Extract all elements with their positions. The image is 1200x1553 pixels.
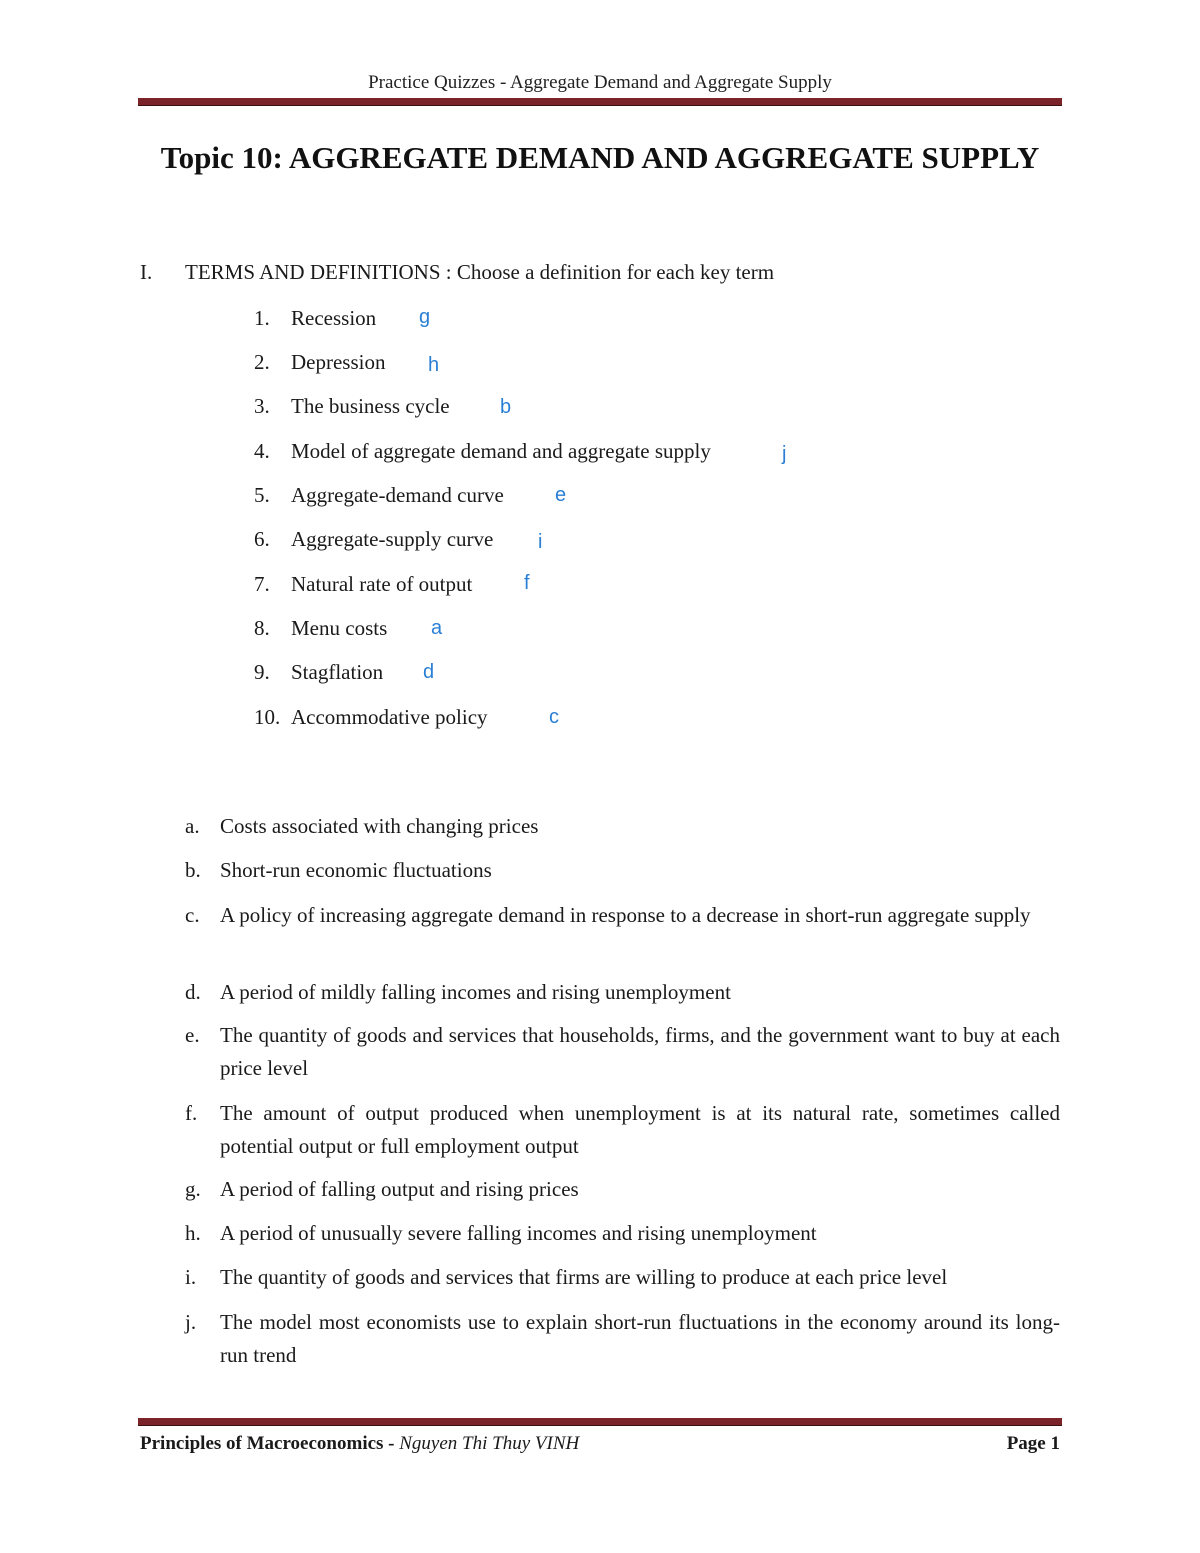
definition-item [185, 1097, 1060, 1163]
section-numeral: I. [140, 260, 153, 284]
term-label: Stagflation [291, 660, 384, 684]
definition-item [185, 1019, 1060, 1085]
answer-field[interactable]: i [538, 531, 543, 553]
definition-letter: a. [185, 814, 200, 838]
term-number: 8. [254, 616, 270, 640]
term-label: Natural rate of output [291, 572, 473, 596]
term-item [254, 660, 383, 685]
definition-item [185, 1306, 1060, 1372]
definition-text: The quantity of goods and services that firms are willing to produce at each price level [220, 1265, 948, 1289]
term-number: 1. [254, 306, 270, 330]
term-item [254, 572, 472, 597]
definition-letter: b. [185, 858, 201, 882]
term-number: 6. [254, 527, 270, 551]
definition-text: Short-run economic fluctuations [220, 858, 492, 882]
term-number: 2. [254, 350, 270, 374]
answer-field[interactable]: h [428, 354, 440, 376]
answer-field[interactable]: c [549, 706, 559, 728]
definition-letter: c. [185, 903, 200, 927]
answer-field[interactable]: j [782, 443, 787, 465]
definition-item [185, 1173, 1060, 1206]
definition-letter: g. [185, 1177, 201, 1201]
definition-item [185, 976, 1060, 1009]
definition-letter: f. [185, 1101, 198, 1125]
definition-text: A period of unusually severe falling incomes and rising unemployment [220, 1221, 817, 1245]
answer-field[interactable]: a [431, 617, 443, 639]
term-label: Aggregate-supply curve [291, 527, 494, 551]
definition-letter: j. [185, 1310, 197, 1334]
term-label: Recession [291, 306, 377, 330]
term-item [254, 616, 387, 641]
term-label: The business cycle [291, 394, 450, 418]
term-number: 10. [254, 705, 281, 729]
definition-item [185, 1217, 1060, 1250]
term-item [254, 705, 488, 730]
term-label: Aggregate-demand curve [291, 483, 504, 507]
footer-course [140, 1433, 579, 1455]
term-number: 4. [254, 439, 270, 463]
term-item [254, 527, 493, 552]
term-number: 5. [254, 483, 270, 507]
term-label: Menu costs [291, 616, 388, 640]
definition-item [185, 1261, 1060, 1294]
document-title: Topic 10: AGGREGATE DEMAND AND AGGREGATE SUPPLY [160, 140, 1040, 175]
definition-text: A policy of increasing aggregate demand in response to a decrease in short-run aggregate supply [220, 903, 1031, 927]
definition-text: Costs associated with changing prices [220, 814, 539, 838]
definition-text: The model most economists use to explain short-run fluctuations in the economy around its long-run trend [220, 1310, 1060, 1367]
term-label: Accommodative policy [291, 705, 488, 729]
term-label: Model of aggregate demand and aggregate supply [291, 439, 711, 463]
header-rule [138, 98, 1062, 106]
footer-rule [138, 1418, 1062, 1426]
definition-item [185, 810, 1060, 843]
answer-field[interactable]: b [500, 396, 512, 418]
section-heading-text: TERMS AND DEFINITIONS : Choose a definition for each key term [185, 260, 775, 284]
term-item [254, 350, 385, 375]
page-header-title: Practice Quizzes - Aggregate Demand and Aggregate Supply [368, 72, 832, 93]
term-number: 3. [254, 394, 270, 418]
definition-letter: h. [185, 1221, 201, 1245]
footer-author: Nguyen Thi Thuy VINH [399, 1433, 580, 1454]
footer-page-number: Page 1 [1006, 1433, 1060, 1454]
definition-item [185, 899, 1060, 932]
term-item [254, 483, 504, 508]
footer-course-title: Principles of Macroeconomics - [140, 1433, 400, 1454]
answer-field[interactable]: d [423, 661, 435, 683]
definition-letter: e. [185, 1023, 200, 1047]
definition-item [185, 854, 1060, 887]
term-number: 9. [254, 660, 270, 684]
definition-text: A period of mildly falling incomes and rising unemployment [220, 980, 731, 1004]
term-label: Depression [291, 350, 386, 374]
answer-field[interactable]: e [555, 484, 567, 506]
term-item [254, 394, 450, 419]
answer-field[interactable]: g [419, 306, 431, 328]
term-item [254, 306, 376, 331]
definition-text: The amount of output produced when unemployment is at its natural rate, sometimes called potential output or full employment output [220, 1101, 1060, 1158]
definition-letter: i. [185, 1265, 197, 1289]
definition-text: The quantity of goods and services that households, firms, and the government want to buy at each price level [220, 1023, 1060, 1080]
term-item [254, 439, 711, 464]
definition-letter: d. [185, 980, 201, 1004]
answer-field[interactable]: f [524, 572, 530, 594]
definition-text: A period of falling output and rising prices [220, 1177, 579, 1201]
term-number: 7. [254, 572, 270, 596]
